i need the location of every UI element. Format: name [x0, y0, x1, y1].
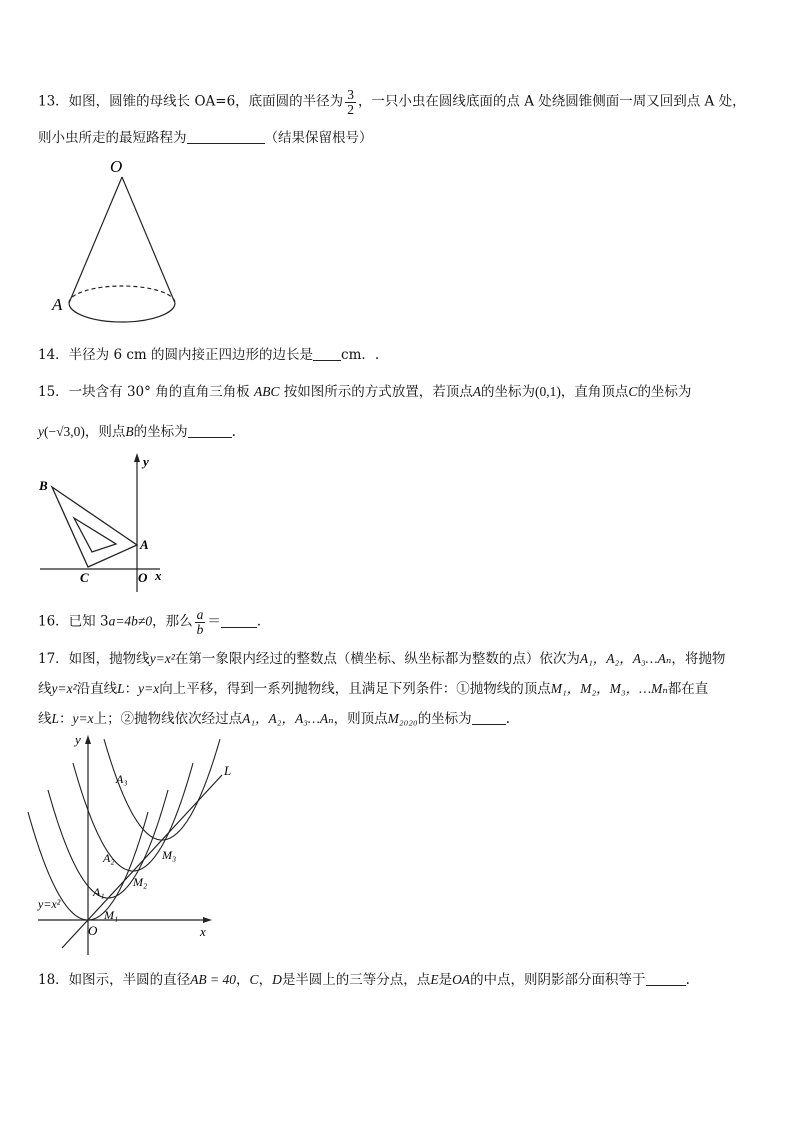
- q17-line2: 线y=x²沿直线L：y=x向上平移，得到一系列抛物线，且满足下列条件：①抛物线的顶点M₁，M₂，M₃，…Mₙ都在直: [38, 681, 709, 697]
- q17-line1: 17．如图，抛物线y=x²在第一象限内经过的整数点（横坐标、纵坐标都为整数的点）依次为A₁，A₂，A₃…Aₙ，将抛物: [38, 651, 726, 667]
- q17-label-y: y: [75, 732, 81, 747]
- q16-fraction: $\frac{a}{b}$: [196, 607, 204, 637]
- q15-label-B: B: [39, 478, 48, 493]
- q15-label-y: y: [143, 454, 149, 469]
- q17-curves: [28, 739, 220, 920]
- q15-line2: y(−√3,0)，则点B的坐标为 .: [38, 424, 236, 440]
- q13-radius-fraction: $\frac{3}{2}$: [347, 87, 354, 117]
- q17-label-curve: y=x²: [38, 897, 61, 911]
- q14-text-a: 14．半径为 6 cm 的圆内接正四边形的边长是: [38, 347, 314, 363]
- q15-line1: 15．一块含有 30° 角的直角三角板 ABC 按如图所示的方式放置，若顶点A的坐标为(0,1)，直角顶点C的坐标为: [38, 384, 692, 400]
- q13-text-a: 13．如图，圆锥的母线长 OA=6，底面圆的半径为: [38, 93, 344, 110]
- q17-label-A2: A₂: [103, 851, 115, 865]
- q17-label-M3: M₃: [162, 848, 177, 862]
- parabola-4: [104, 739, 220, 840]
- parabola-2: [48, 790, 168, 898]
- q13-text-b: ，一只小虫在圆线底面的点 A 处绕圆锥侧面一周又回到点 A 处，: [357, 93, 746, 110]
- q17-label-M2: M₂: [133, 875, 148, 889]
- q13-text-d: （结果保留根号）: [264, 130, 373, 146]
- q17-label-A3: A₃: [116, 772, 128, 786]
- q14-text-b: cm．.: [341, 347, 380, 363]
- q17-line3: 线L：y=x上；②抛物线依次经过点A₁，A₂，A₃…Aₙ，则顶点M₂₀₂₀的坐标为 .: [38, 711, 510, 727]
- q18-answer-blank[interactable]: [646, 971, 686, 986]
- q16-line: 16．已知 3a=4b≠0，那么 $\frac{a}{b}$ ＝ ．: [38, 607, 271, 637]
- q18-line: 18．如图示，半圆的直径AB = 40，C，D是半圆上的三等分点，点E是OA的中点，则阴影部分面积等于 .: [38, 972, 690, 988]
- q15-label-O: O: [138, 570, 148, 585]
- q17-label-M1: M₁: [104, 908, 119, 922]
- q15-label-C: C: [80, 570, 89, 585]
- q13-text-c: 则小虫所走的最短路程为: [38, 130, 187, 146]
- q17-label-O: O: [88, 923, 98, 938]
- q17-label-L: L: [224, 763, 232, 778]
- q17-label-x: x: [200, 924, 206, 939]
- q15-label-A: A: [140, 537, 149, 552]
- q15-label-x: x: [155, 568, 162, 583]
- q13-label-O: O: [110, 157, 123, 176]
- q17-label-A1: A₁: [93, 885, 105, 899]
- q13-label-A: A: [52, 295, 63, 314]
